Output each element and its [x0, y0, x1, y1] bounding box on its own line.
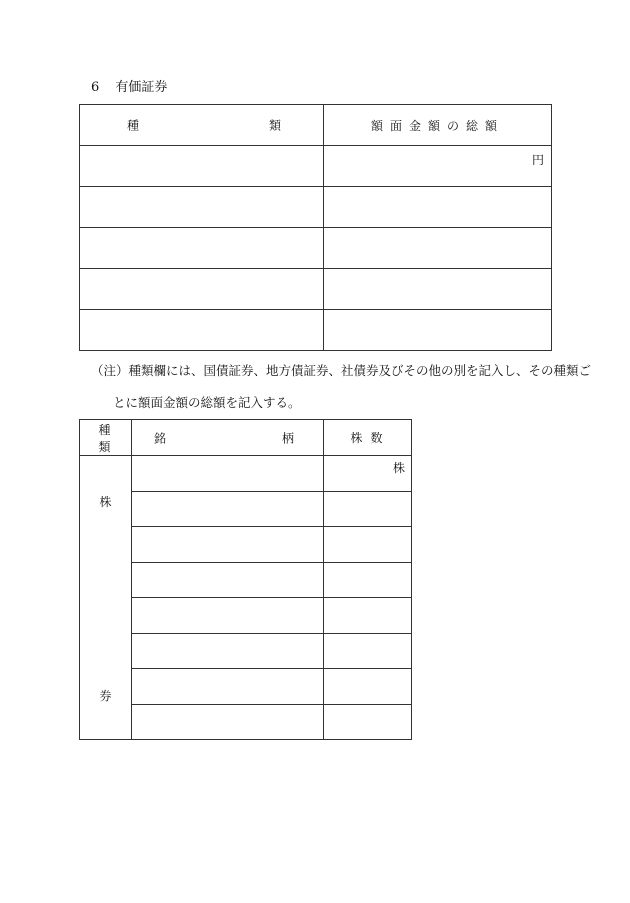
section-number: 6: [91, 80, 100, 95]
stock-certificates-table: [79, 419, 412, 740]
header-total-face-value: 額面金額の総額: [324, 105, 552, 146]
brand-cell[interactable]: [132, 633, 324, 669]
face-value-cell[interactable]: [324, 187, 552, 228]
kind-cell[interactable]: [80, 310, 324, 351]
table-row: [80, 456, 412, 492]
header-kind: [80, 105, 324, 146]
header-kind-char-2: 類: [269, 118, 282, 133]
face-value-cell[interactable]: [324, 310, 552, 351]
type-char-top: 株: [99, 495, 112, 509]
face-value-cell[interactable]: [324, 228, 552, 269]
brand-cell[interactable]: [132, 491, 324, 527]
brand-cell[interactable]: [132, 598, 324, 634]
type-char-bottom: 券: [99, 689, 112, 703]
shares-unit: 株: [392, 461, 405, 475]
shares-cell[interactable]: [324, 491, 412, 527]
type-cell-stock-certificates: [80, 456, 132, 740]
yen-unit: 円: [531, 153, 544, 167]
section-heading: [91, 79, 167, 97]
table-header-row: [80, 420, 412, 456]
securities-face-value-table: [79, 104, 552, 351]
table-row: [80, 228, 552, 269]
header-type: 種類: [80, 420, 132, 456]
kind-cell[interactable]: [80, 187, 324, 228]
section-title: 有価証券: [115, 80, 168, 95]
table-row: [80, 269, 552, 310]
face-value-cell[interactable]: [324, 269, 552, 310]
brand-cell[interactable]: [132, 527, 324, 563]
kind-cell[interactable]: [80, 228, 324, 269]
header-kind-char-1: 種: [127, 118, 140, 133]
table-row: [80, 310, 552, 351]
brand-cell[interactable]: [132, 456, 324, 492]
brand-cell[interactable]: [132, 669, 324, 705]
header-shares: 株数: [324, 420, 412, 456]
shares-cell[interactable]: [324, 527, 412, 563]
shares-cell[interactable]: [324, 704, 412, 740]
shares-cell[interactable]: [324, 633, 412, 669]
shares-cell[interactable]: [324, 456, 412, 492]
header-brand-char-2: 柄: [282, 431, 295, 445]
header-brand-char-1: 銘: [154, 431, 167, 445]
brand-cell[interactable]: [132, 704, 324, 740]
shares-cell[interactable]: [324, 562, 412, 598]
shares-cell[interactable]: [324, 669, 412, 705]
table-row: [80, 187, 552, 228]
note-line-2: とに額面金額の総額を記入する。: [113, 395, 301, 410]
shares-cell[interactable]: [324, 598, 412, 634]
table-row: [80, 146, 552, 187]
face-value-cell[interactable]: [324, 146, 552, 187]
header-brand: [132, 420, 324, 456]
kind-cell[interactable]: [80, 146, 324, 187]
note-line-1: （注）種類欄には、国債証券、地方債証券、社債券及びその他の別を記入し、その種類ご: [91, 363, 592, 378]
table-header-row: [80, 105, 552, 146]
kind-cell[interactable]: [80, 269, 324, 310]
brand-cell[interactable]: [132, 562, 324, 598]
